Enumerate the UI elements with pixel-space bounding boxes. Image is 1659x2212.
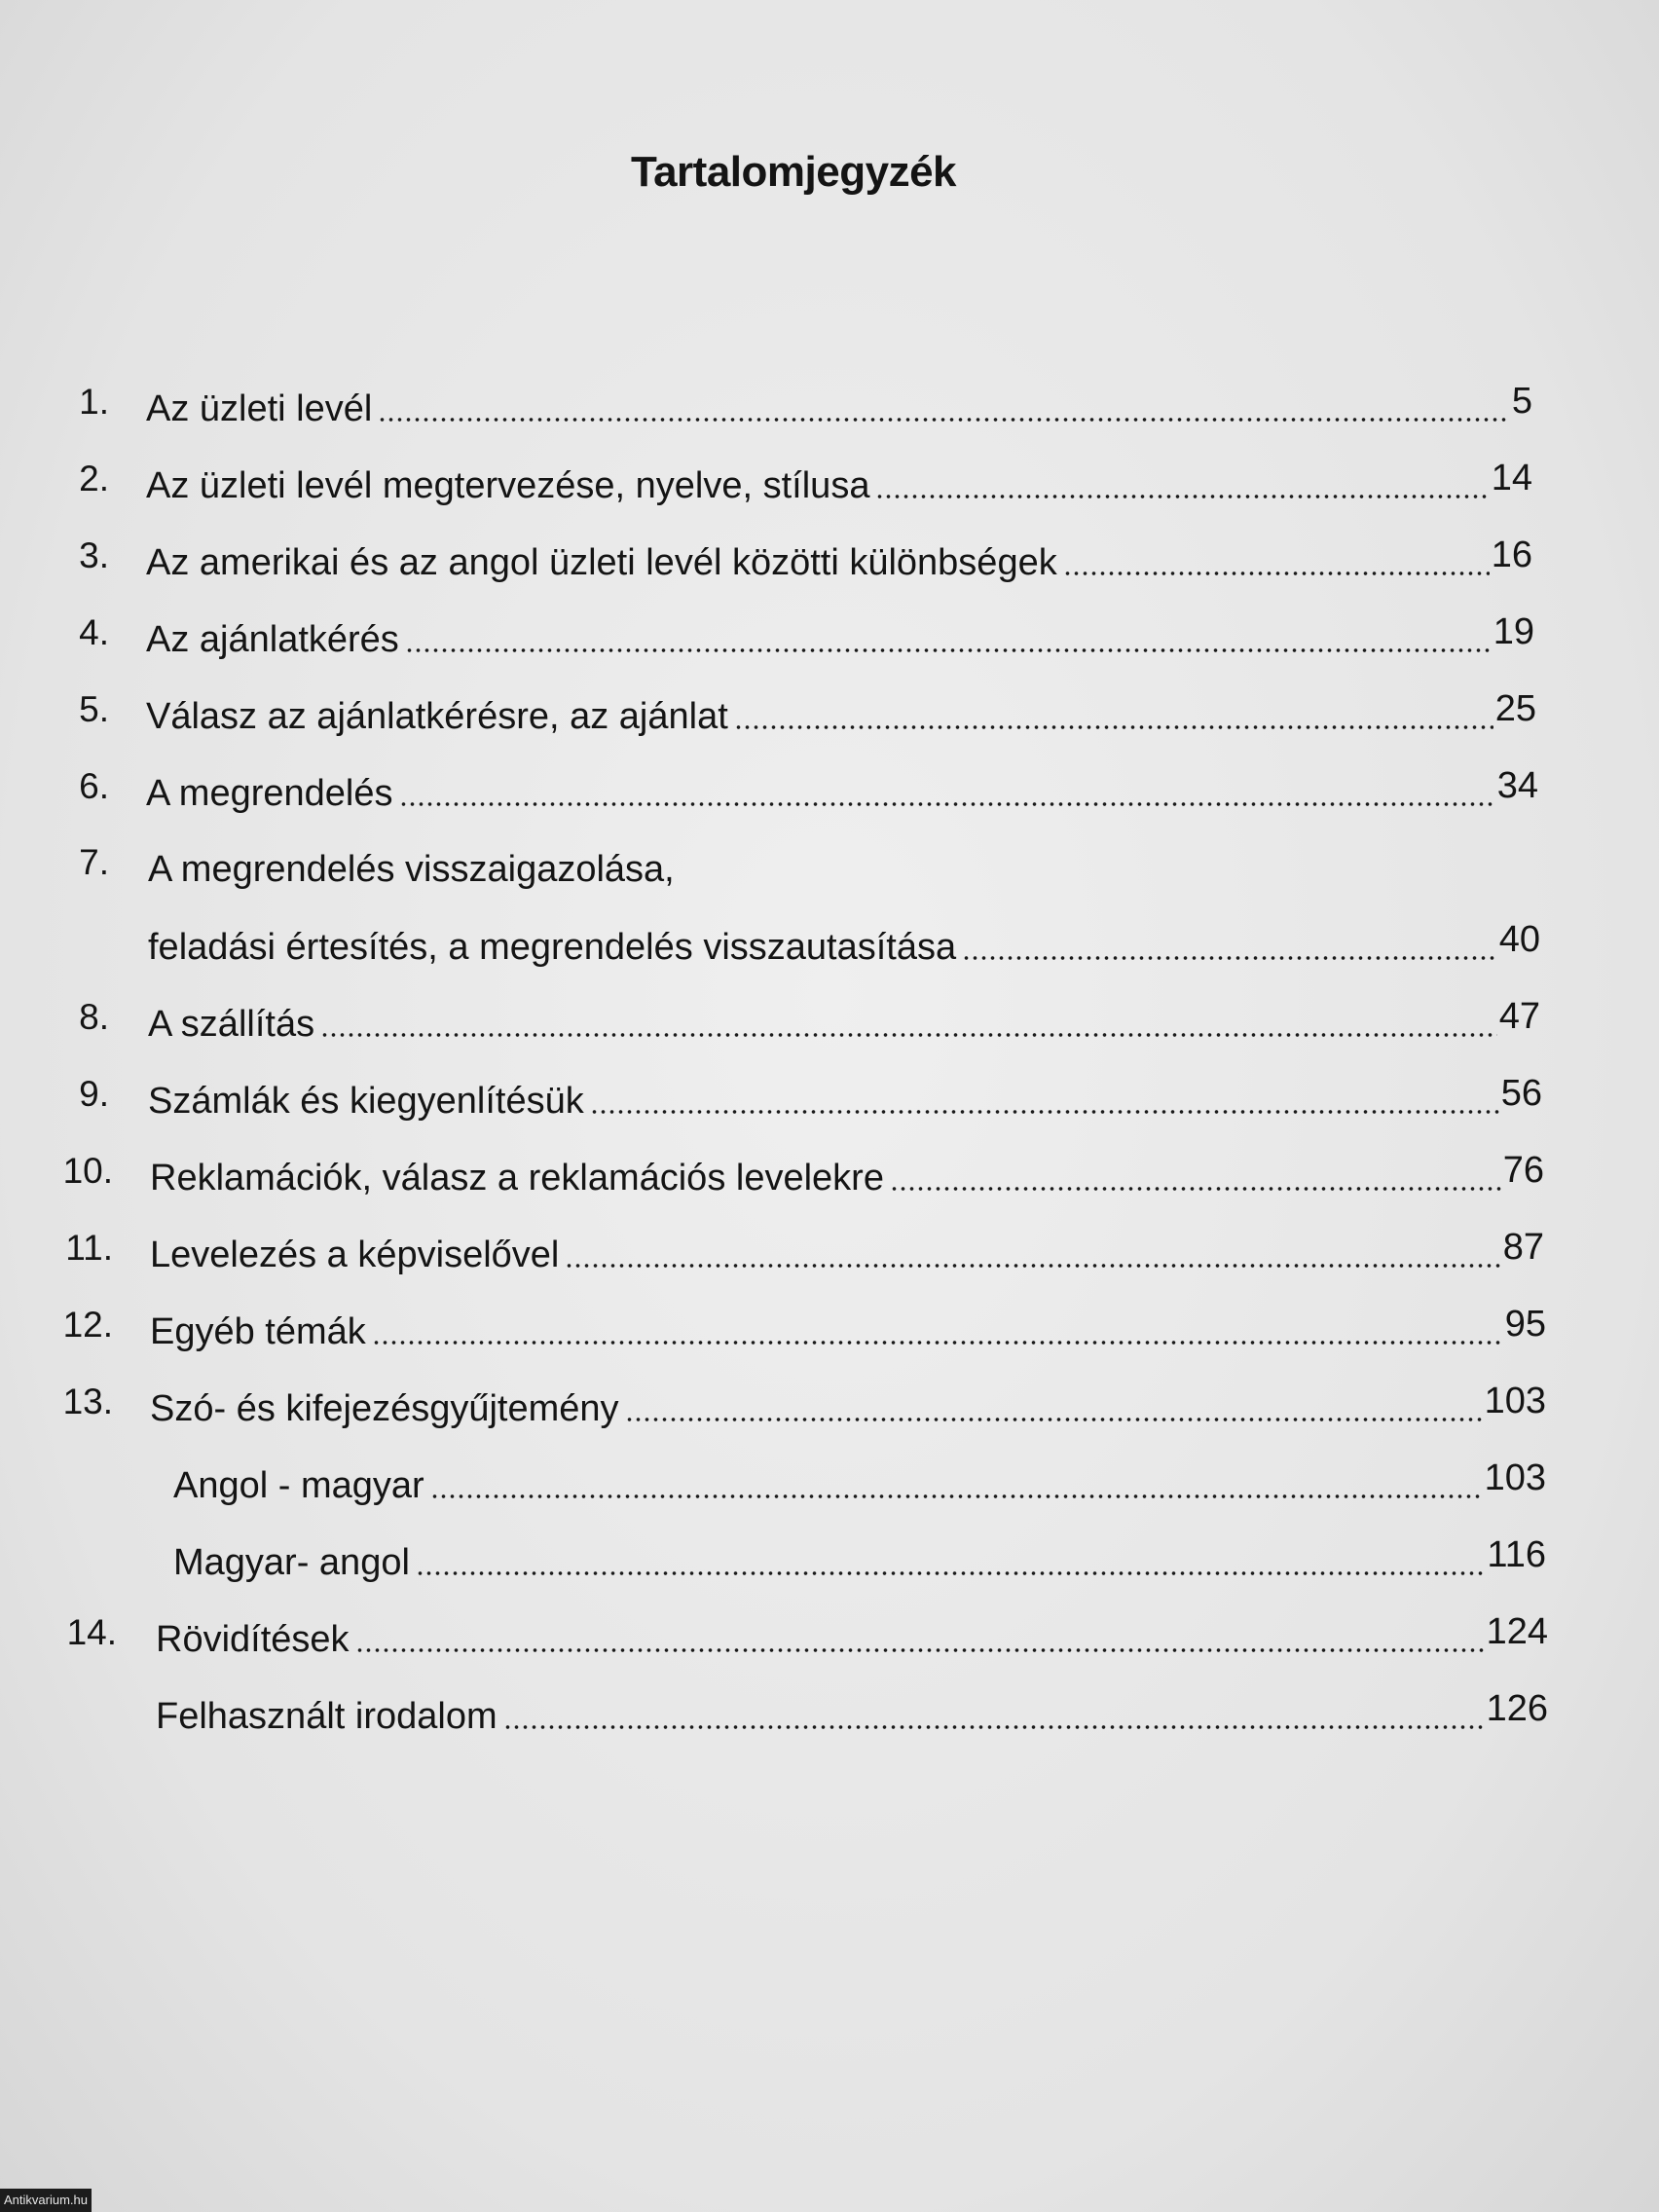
toc-entry-page: 5 — [1511, 381, 1532, 422]
toc-entry-number: 5. — [79, 689, 109, 729]
toc-entry-page: 56 — [1500, 1073, 1542, 1114]
toc-entry-page: 87 — [1502, 1227, 1544, 1268]
dot-leader — [416, 1539, 1486, 1576]
toc-entry-label-continued: feladási értesítés, a megrendelés visszautasítása — [148, 927, 957, 968]
toc-entry-number: 14. — [66, 1612, 117, 1652]
dot-leader — [320, 1001, 1497, 1038]
toc-entry-page: 103 — [1484, 1457, 1546, 1498]
toc-entry-label: Válasz az ajánlatkérésre, az ajánlat — [146, 696, 728, 737]
dot-leader — [565, 1232, 1500, 1269]
dot-leader — [503, 1693, 1485, 1730]
toc-entry — [150, 1295, 1546, 1353]
source-watermark: Antikvarium.hu — [0, 2189, 92, 2212]
dot-leader — [590, 1078, 1499, 1115]
toc-entry-page: 40 — [1498, 919, 1540, 960]
dot-leader — [625, 1385, 1483, 1422]
toc-entry-number: 4. — [79, 612, 109, 652]
page-title: Tartalomjegyzék — [630, 148, 957, 196]
toc-entry — [150, 1218, 1544, 1276]
toc-entry-number: 7. — [79, 842, 109, 882]
dot-leader — [890, 1155, 1501, 1192]
toc-entry-label: Az üzleti levél — [146, 388, 373, 429]
toc-entry — [146, 756, 1538, 815]
toc-entry-label: Levelezés a képviselővel — [150, 1235, 560, 1275]
toc-entry-page: 47 — [1498, 996, 1540, 1037]
toc-entry-page: 14 — [1491, 458, 1532, 498]
dot-leader — [372, 1309, 1503, 1346]
dot-leader — [1063, 539, 1490, 576]
toc-entry-page: 124 — [1486, 1611, 1548, 1652]
toc-entry — [150, 1372, 1546, 1430]
toc-entry-page: 126 — [1486, 1688, 1548, 1729]
toc-entry — [146, 372, 1532, 430]
dot-leader — [875, 462, 1489, 499]
toc-entry — [146, 449, 1532, 507]
toc-entry-label: A megrendelés — [146, 773, 393, 814]
toc-subentry — [173, 1449, 1546, 1507]
toc-entry-number: 13. — [62, 1382, 113, 1421]
toc-entry-page: 76 — [1502, 1150, 1544, 1191]
toc-entry-number: 12. — [62, 1305, 113, 1345]
toc-entry-number: 11. — [65, 1228, 113, 1268]
toc-entry-label: Az üzleti levél megtervezése, nyelve, stílusa — [146, 465, 870, 506]
toc-subentry — [173, 1526, 1546, 1584]
toc-entry — [148, 910, 1540, 969]
dot-leader — [734, 693, 1493, 730]
toc-entry-label: Egyéb témák — [150, 1311, 366, 1352]
toc-entry-number: 8. — [79, 997, 109, 1037]
dot-leader — [430, 1462, 1483, 1499]
toc-entry — [146, 603, 1534, 661]
toc-entry — [148, 987, 1540, 1046]
dot-leader — [405, 616, 1492, 653]
toc-entry-label: A szállítás — [148, 1004, 315, 1045]
toc-entry-label: Az ajánlatkérés — [146, 619, 399, 660]
toc-entry — [146, 526, 1532, 584]
toc-entry-label: Angol - magyar — [173, 1465, 424, 1506]
toc-entry-label: Magyar- angol — [173, 1542, 410, 1583]
toc-entry-number: 3. — [79, 535, 109, 575]
toc-entry-page: 95 — [1504, 1304, 1546, 1345]
toc-entry-label: Számlák és kiegyenlítésük — [148, 1081, 584, 1122]
toc-entry-label: Rövidítések — [156, 1619, 350, 1660]
toc-entry-number: 6. — [79, 766, 109, 806]
toc-entry-number: 9. — [79, 1074, 109, 1114]
toc-entry-number: 2. — [79, 459, 109, 498]
toc-entry-page: 19 — [1493, 611, 1534, 652]
toc-entry-label: A megrendelés visszaigazolása, — [148, 849, 675, 890]
toc-entry-first-line — [148, 832, 1122, 891]
toc-entry-label: Reklamációk, válasz a reklamációs levelekre — [150, 1158, 884, 1198]
toc-entry-page: 16 — [1491, 535, 1532, 575]
toc-entry-label: Szó- és kifejezésgyűjtemény — [150, 1388, 619, 1429]
toc-entry-number: 10. — [62, 1151, 113, 1191]
dot-leader — [355, 1616, 1485, 1653]
toc-entry — [146, 680, 1536, 738]
toc-entry-label: Az amerikai és az angol üzleti levél közötti különbségek — [146, 542, 1057, 583]
dot-leader — [962, 924, 1497, 961]
toc-entry-page: 116 — [1487, 1534, 1546, 1575]
dot-leader — [399, 770, 1495, 807]
toc-entry-number: 1. — [79, 382, 109, 422]
dot-leader — [378, 386, 1510, 423]
toc-entry — [156, 1603, 1548, 1661]
toc-entry-page: 25 — [1494, 688, 1536, 729]
toc-entry — [148, 1064, 1542, 1123]
toc-entry-page: 34 — [1496, 765, 1538, 806]
toc-entry — [156, 1679, 1548, 1738]
toc-entry — [150, 1141, 1544, 1199]
toc-entry-label: Felhasznált irodalom — [156, 1696, 498, 1737]
toc-entry-page: 103 — [1484, 1381, 1546, 1421]
